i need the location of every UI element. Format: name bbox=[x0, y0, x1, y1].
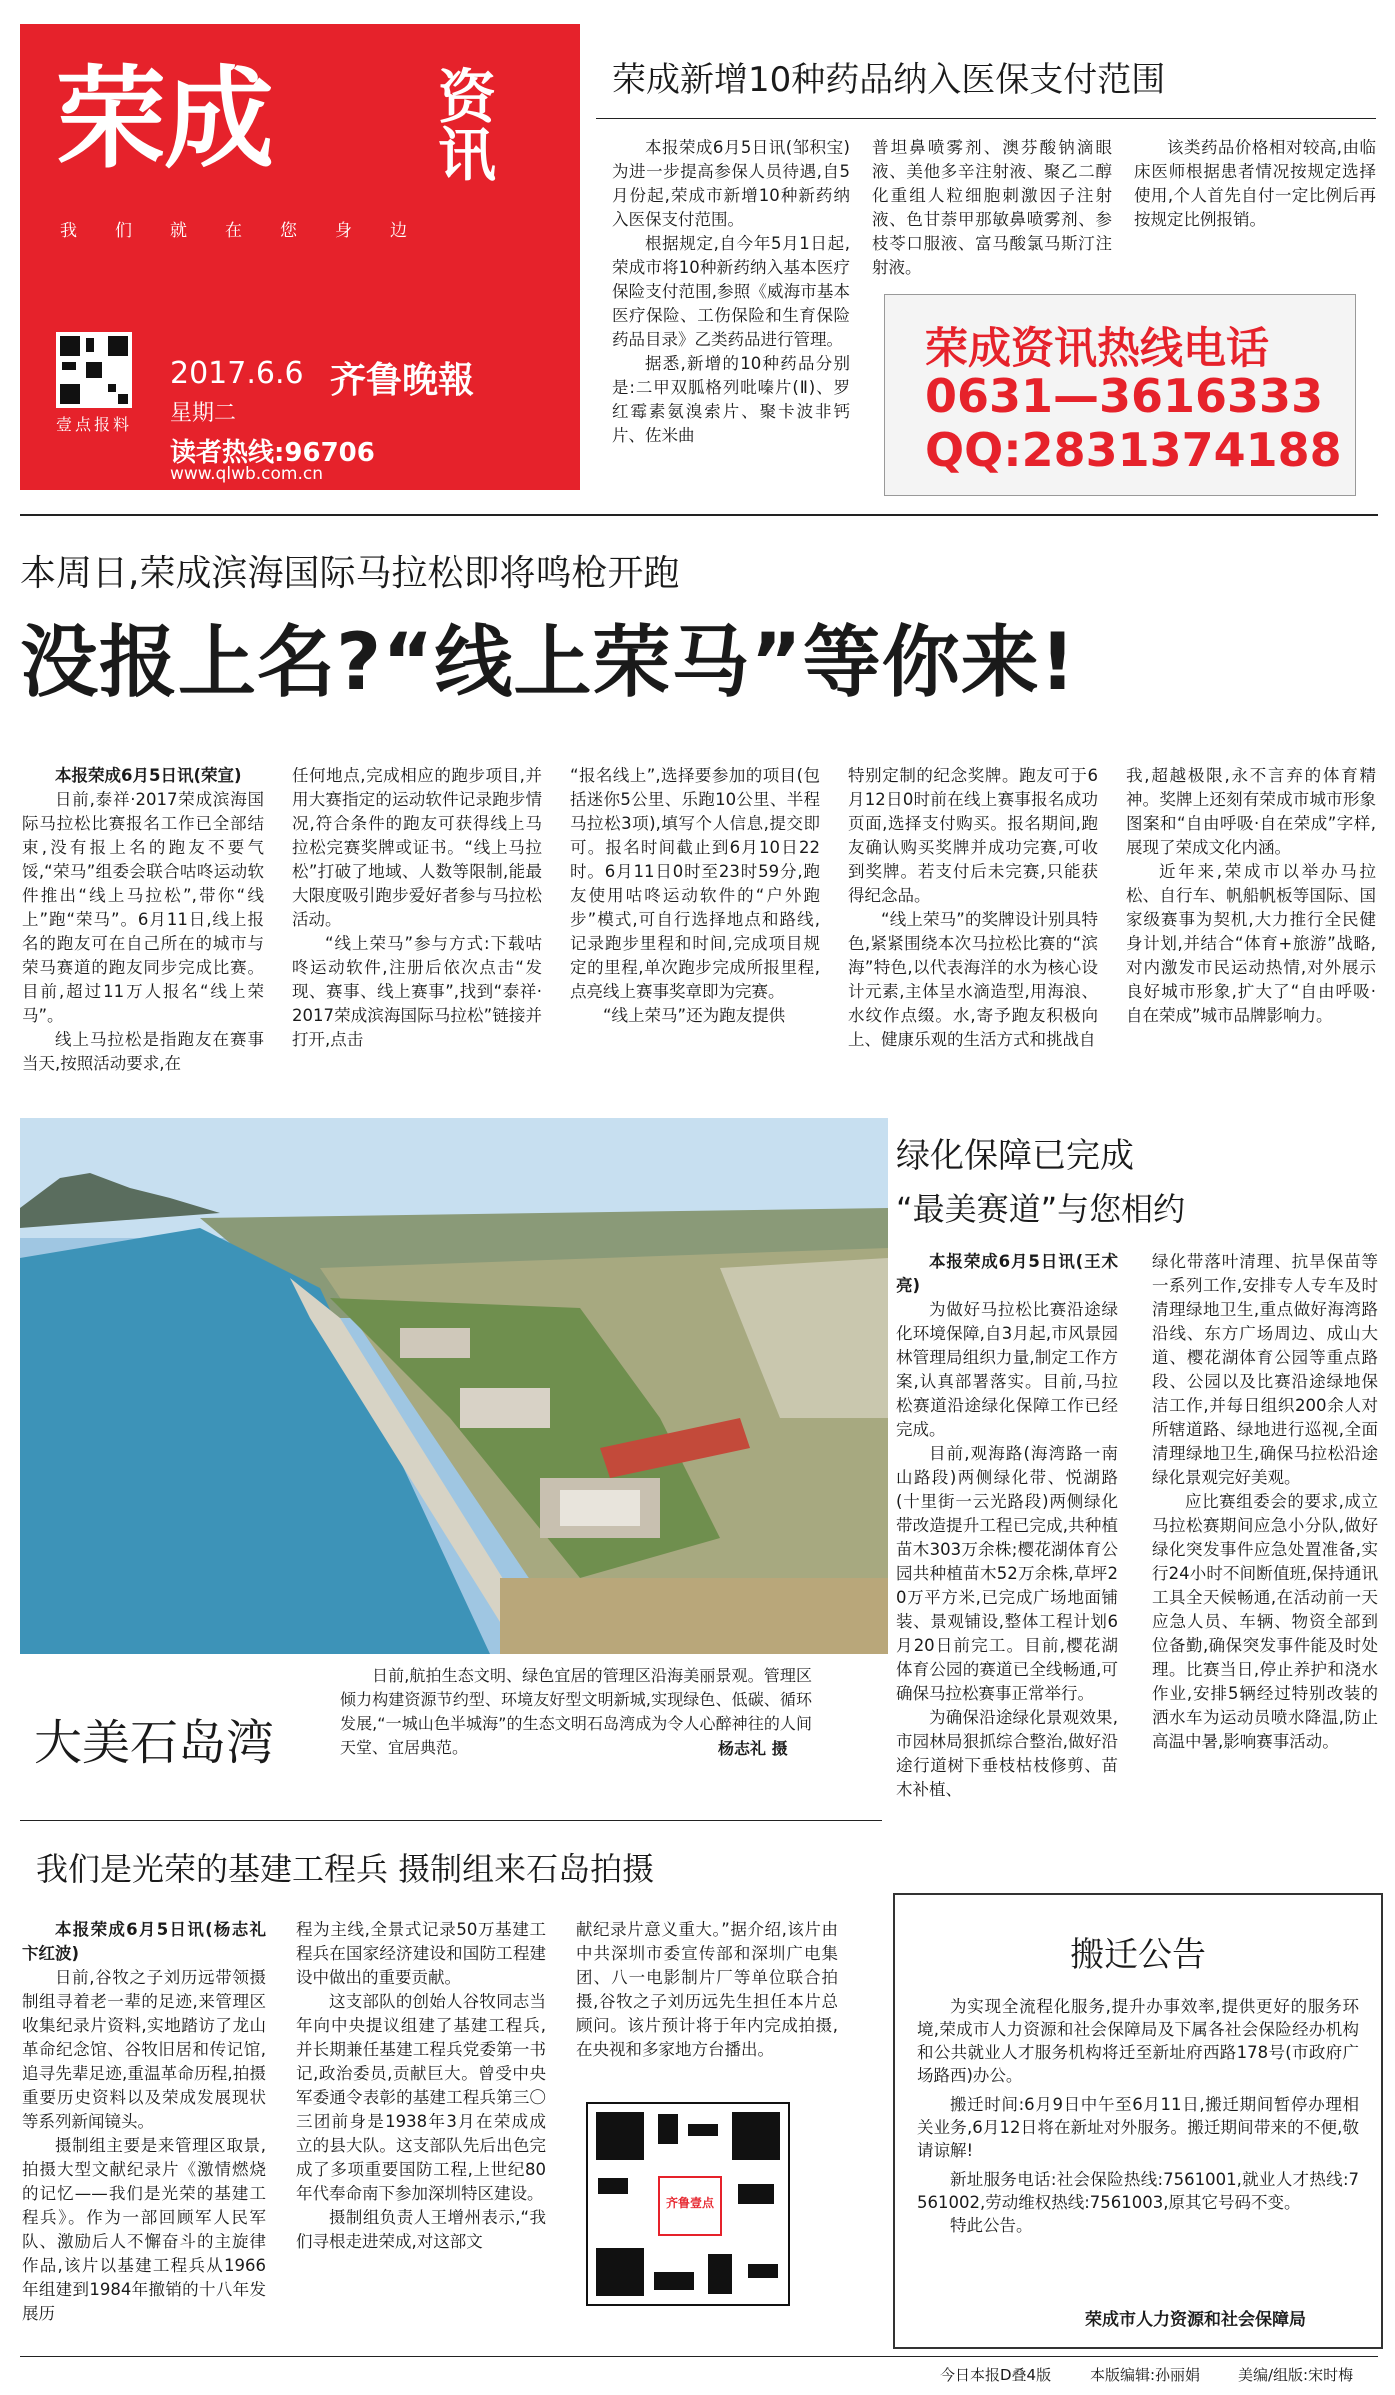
photo-credit: 杨志礼 摄 bbox=[718, 1739, 788, 1758]
caption-text: 日前,航拍生态文明、绿色宜居的管理区沿海美丽景观。管理区倾力构建资源节约型、环境友好型文明新城,实现绿色、低碳、循环发展,“一城山色半城海”的生态文明石岛湾成为令人心醉神往的人间天堂、宜居典范。 bbox=[340, 1666, 812, 1757]
paragraph: 绿化带落叶清理、抗旱保苗等一系列工作,安排专人专车及时清理绿地卫生,重点做好海湾路沿线、东方广场周边、成山大道、樱花湖体育公园等重点路段、公园以及比赛沿途绿地保洁工作,并每日组织200余人对所辖道路、绿地进行巡视,全面清理绿地卫生,确保马拉松沿途绿化景观完好美观。 bbox=[1152, 1252, 1378, 1487]
paragraph: 任何地点,完成相应的跑步项目,并用大赛指定的运动软件记录跑步情况,符合条件的跑友可获得线上马拉松完赛奖牌或证书。“线上马拉松”打破了地域、人数等限制,能最大限度吸引跑步爱好者参与马拉松活动。 bbox=[292, 766, 542, 929]
hotline-ad bbox=[884, 294, 1356, 496]
hotline-ad-title: 荣成资讯热线电话 bbox=[925, 324, 1269, 374]
dateline: 本报荣成6月5日讯(杨志礼 卞红波) bbox=[22, 1920, 266, 1963]
top-story-col1 bbox=[612, 136, 850, 448]
paragraph: “线上荣马”还为跑友提供 bbox=[603, 1006, 786, 1025]
hotline-phone[interactable]: 0631—3616333 bbox=[925, 369, 1324, 423]
greening-col2 bbox=[1152, 1250, 1378, 1754]
hotline-qq[interactable]: QQ:2831374188 bbox=[925, 423, 1342, 477]
footer-pages: 今日本报D叠4版 bbox=[940, 2366, 1052, 2384]
paragraph: 为确保沿途绿化景观效果,市园林局狠抓综合整治,做好沿途行道树下垂枝枯枝修剪、苗木补植、 bbox=[896, 1708, 1118, 1799]
paragraph: “线上荣马”参与方式:下载咕咚运动软件,注册后依次点击“发现、赛事、线上赛事”,找到“泰祥·2017荣成滨海国际马拉松”链接并打开,点击 bbox=[292, 934, 542, 1049]
top-story-col2 bbox=[872, 136, 1112, 280]
masthead-qr-code[interactable] bbox=[56, 332, 132, 408]
engineer-col3 bbox=[576, 1918, 838, 2062]
paragraph: 新址服务电话:社会保险热线:7561001,就业人才热线:7561002,劳动维权热线:7561003,原其它号码不变。 bbox=[917, 2170, 1359, 2212]
footer-design: 美编/组版:宋时梅 bbox=[1238, 2366, 1354, 2384]
photo-title: 大美石岛湾 bbox=[34, 1715, 275, 1771]
paragraph: 搬迁时间:6月9日中午至6月11日,搬迁期间暂停办理相关业务,6月12日将在新址对外服务。搬迁期间带来的不便,敬请谅解! bbox=[917, 2095, 1359, 2160]
issue-date: 2017.6.6 bbox=[170, 356, 304, 391]
dateline: 本报荣成6月5日讯(荣宣) bbox=[55, 766, 242, 785]
qr-center-badge bbox=[658, 2176, 722, 2236]
greening-col1 bbox=[896, 1250, 1118, 1802]
engineer-qr-code[interactable] bbox=[586, 2102, 790, 2306]
qr-label: 齐鲁壹点 bbox=[665, 2196, 714, 2210]
paper-name: 齐鲁晚報 bbox=[330, 359, 475, 401]
marathon-subhead: 本周日,荣成滨海国际马拉松即将鸣枪开跑 bbox=[20, 553, 680, 594]
masthead bbox=[20, 24, 580, 490]
paragraph: 据悉,新增的10种药品分别是:二甲双胍格列吡嗪片(Ⅱ)、罗红霉素氨溴索片、聚卡波非钙片、佐米曲 bbox=[612, 354, 850, 445]
marathon-col1 bbox=[22, 764, 264, 1076]
aerial-photo bbox=[20, 1118, 888, 1654]
paragraph: 摄制组负责人王增州表示,“我们寻根走进荣成,对这部文 bbox=[296, 2208, 546, 2251]
masthead-logo-side: 资讯 bbox=[438, 63, 497, 189]
paragraph: 线上马拉松是指跑友在赛事当天,按照活动要求,在 bbox=[22, 1030, 264, 1073]
notice-signature: 荣成市人力资源和社会保障局 bbox=[1085, 2310, 1306, 2330]
marathon-col3 bbox=[570, 764, 820, 1028]
website[interactable]: www.qlwb.com.cn bbox=[170, 464, 323, 484]
relocation-notice bbox=[893, 1893, 1383, 2349]
paragraph: “报名线上”,选择要参加的项目(包括迷你5公里、乐跑10公里、半程马拉松3项),填写个人信息,提交即可。报名时间截止到6月10日22时。6月11日0时至23时59分,跑友使用咕咚运动软件的“户外跑步”模式,可自行选择地点和路线,记录跑步里程和时间,完成项目规定的里程,单次跑步完成所报里程,点亮线上赛事奖章即为完赛。 bbox=[570, 766, 820, 1001]
engineer-col1 bbox=[22, 1918, 266, 2326]
masthead-info bbox=[20, 256, 580, 490]
top-story-title: 荣成新增10种药品纳入医保支付范围 bbox=[612, 60, 1166, 100]
paragraph: 根据规定,自今年5月1日起,荣成市将10种新药纳入基本医疗保险支付范围,参照《威海市基本医疗保险、工伤保险和生育保险药品目录》乙类药品进行管理。 bbox=[612, 234, 850, 349]
paragraph: 特别定制的纪念奖牌。跑友可于6月12日0时前在线上赛事报名成功页面,选择支付购买。报名期间,跑友确认购买奖牌并成功完赛,可收到奖牌。若支付后未完赛,只能获得纪念品。 bbox=[848, 766, 1098, 905]
paragraph: “线上荣马”的奖牌设计别具特色,紧紧围绕本次马拉松比赛的“滨海”特色,以代表海洋的水为核心设计元素,主体呈水滴造型,用海浪、水纹作点缀。水,寄予跑友积极向上、健康乐观的生活方式和挑战自 bbox=[848, 910, 1098, 1049]
paragraph: 日前,泰祥·2017荣成滨海国际马拉松比赛报名工作已全部结束,没有报上名的跑友不要气馁,“荣马”组委会联合咕咚运动软件推出“线上马拉松”,带你“线上”跑“荣马”。6月11日,线上报名的跑友可在自己所在的城市与荣马赛道的跑友同步完成比赛。目前,超过11万人报名“线上荣马”。 bbox=[22, 790, 264, 1025]
notice-title: 搬迁公告 bbox=[1070, 1935, 1206, 1975]
paragraph: 献纪录片意义重大。”据介绍,该片由中共深圳市委宣传部和深圳广电集团、八一电影制片厂等单位联合拍摄,谷牧之子刘历远先生担任本片总顾问。该片预计将于年内完成拍摄,在央视和多家地方台播出。 bbox=[576, 1920, 838, 2059]
reader-hotline: 读者热线:96706 bbox=[170, 438, 375, 468]
paragraph: 程为主线,全景式记录50万基建工程兵在国家经济建设和国防工程建设中做出的重要贡献。 bbox=[296, 1920, 546, 1987]
issue-weekday: 星期二 bbox=[170, 401, 237, 426]
scan-label: 壹点报料 bbox=[56, 415, 133, 434]
paragraph: 该类药品价格相对较高,由临床医师根据患者情况按规定选择使用,个人首先自付一定比例后再按规定比例报销。 bbox=[1134, 138, 1376, 229]
paragraph: 摄制组主要是来管理区取景,拍摄大型文献纪录片《激情燃烧的记忆——我们是光荣的基建工程兵》。作为一部回顾军人民军队、激励后人不懈奋斗的主旋律作品,该片以基建工程兵从1966年组建到1984年撤销的十八年发展历 bbox=[22, 2136, 266, 2323]
top-story-col3 bbox=[1134, 136, 1376, 232]
marathon-col4 bbox=[848, 764, 1098, 1052]
paragraph: 应比赛组委会的要求,成立马拉松赛期间应急小分队,做好绿化突发事件应急处置准备,实行24小时不间断值班,保持通讯工具全天候畅通,在活动前一天应急人员、车辆、物资全部到位备勤,确保突发事件能及时处理。比赛当日,停止养护和浇水作业,安排5辆经过特别改装的洒水车为运动员喷水降温,防止高温中暑,影响赛事活动。 bbox=[1152, 1492, 1378, 1751]
notice-body bbox=[917, 1995, 1359, 2237]
marathon-headline: 没报上名?“线上荣马”等你来! bbox=[20, 618, 1077, 708]
paragraph: 日前,谷牧之子刘历远带领摄制组寻着老一辈的足迹,来管理区收集纪录片资料,实地踏访了龙山革命纪念馆、谷牧旧居和传记馆,追寻先辈足迹,重温革命历程,拍摄重要历史资料以及荣成发展现状等系列新闻镜头。 bbox=[22, 1968, 266, 2131]
engineer-col2 bbox=[296, 1918, 546, 2254]
paragraph: 为做好马拉松比赛沿途绿化环境保障,自3月起,市风景园林管理局组织力量,制定工作方案,认真部署落实。目前,马拉松赛道沿途绿化保障工作已经完成。 bbox=[896, 1300, 1118, 1439]
paragraph: 这支部队的创始人谷牧同志当年向中央提议组建了基建工程兵,并长期兼任基建工程兵党委第一书记,政治委员,贡献巨大。曾受中央军委通令表彰的基建工程兵第三〇三团前身是1938年3月在荣成成立的县大队。这支部队先后出色完成了多项重要国防工程,上世纪80年代奉命南下参加深圳特区建设。 bbox=[296, 1992, 546, 2203]
masthead-logo: 荣成 bbox=[56, 55, 272, 183]
paragraph: 为实现全流程化服务,提升办事效率,提供更好的服务环境,荣成市人力资源和社会保障局及下属各社会保险经办机构和公共就业人才服务机构将迁至新址府西路178号(市政府广场路西)办公。 bbox=[917, 1997, 1359, 2085]
paragraph: 近年来,荣成市以举办马拉松、自行车、帆船帆板等国际、国家级赛事为契机,大力推行全民健身计划,并结合“体育+旅游”战略,对内激发市民运动热情,对外展示良好城市形象,扩大了“自由呼吸·自在荣成”城市品牌影响力。 bbox=[1126, 862, 1376, 1025]
aerial-photo-graphic bbox=[20, 1118, 888, 1654]
paragraph: 特此公告。 bbox=[950, 2216, 1033, 2235]
marathon-col2 bbox=[292, 764, 542, 1052]
marathon-col5 bbox=[1126, 764, 1376, 1028]
footer-editor: 本版编辑:孙丽娟 bbox=[1090, 2366, 1201, 2384]
dateline: 本报荣成6月5日讯(王术亮) bbox=[896, 1252, 1118, 1295]
paragraph: 我,超越极限,永不言弃的体育精神。奖牌上还刻有荣成市城市形象图案和“自由呼吸·自在荣成”字样,展现了荣成文化内涵。 bbox=[1126, 766, 1376, 857]
paragraph: 本报荣成6月5日讯(邹积宝) 为进一步提高参保人员待遇,自5月份起,荣成市新增10种新药纳入医保支付范围。 bbox=[612, 138, 850, 229]
greening-title: 绿化保障已完成 bbox=[896, 1136, 1134, 1176]
paragraph: 目前,观海路(海湾路一南山路段)两侧绿化带、悦湖路(十里街一云光路段)两侧绿化带改造提升工程已完成,共种植苗木303万余株;樱花湖体育公园共种植苗木52万余株,草坪20万平方米,已完成广场地面铺装、景观铺设,整体工程计划6月20日前完工。目前,樱花湖体育公园的赛道已全线畅通,可确保马拉松赛事正常举行。 bbox=[896, 1444, 1118, 1703]
engineer-title: 我们是光荣的基建工程兵 摄制组来石岛拍摄 bbox=[36, 1850, 655, 1888]
paragraph: 普坦鼻喷雾剂、澳芬酸钠滴眼液、美他多辛注射液、聚乙二醇化重组人粒细胞刺激因子注射液、色甘萘甲那敏鼻喷雾剂、参枝苓口服液、富马酸氯马斯汀注射液。 bbox=[872, 138, 1112, 277]
masthead-slogan: 我们就在您身边 bbox=[60, 221, 445, 241]
greening-subtitle: “最美赛道”与您相约 bbox=[896, 1190, 1186, 1228]
